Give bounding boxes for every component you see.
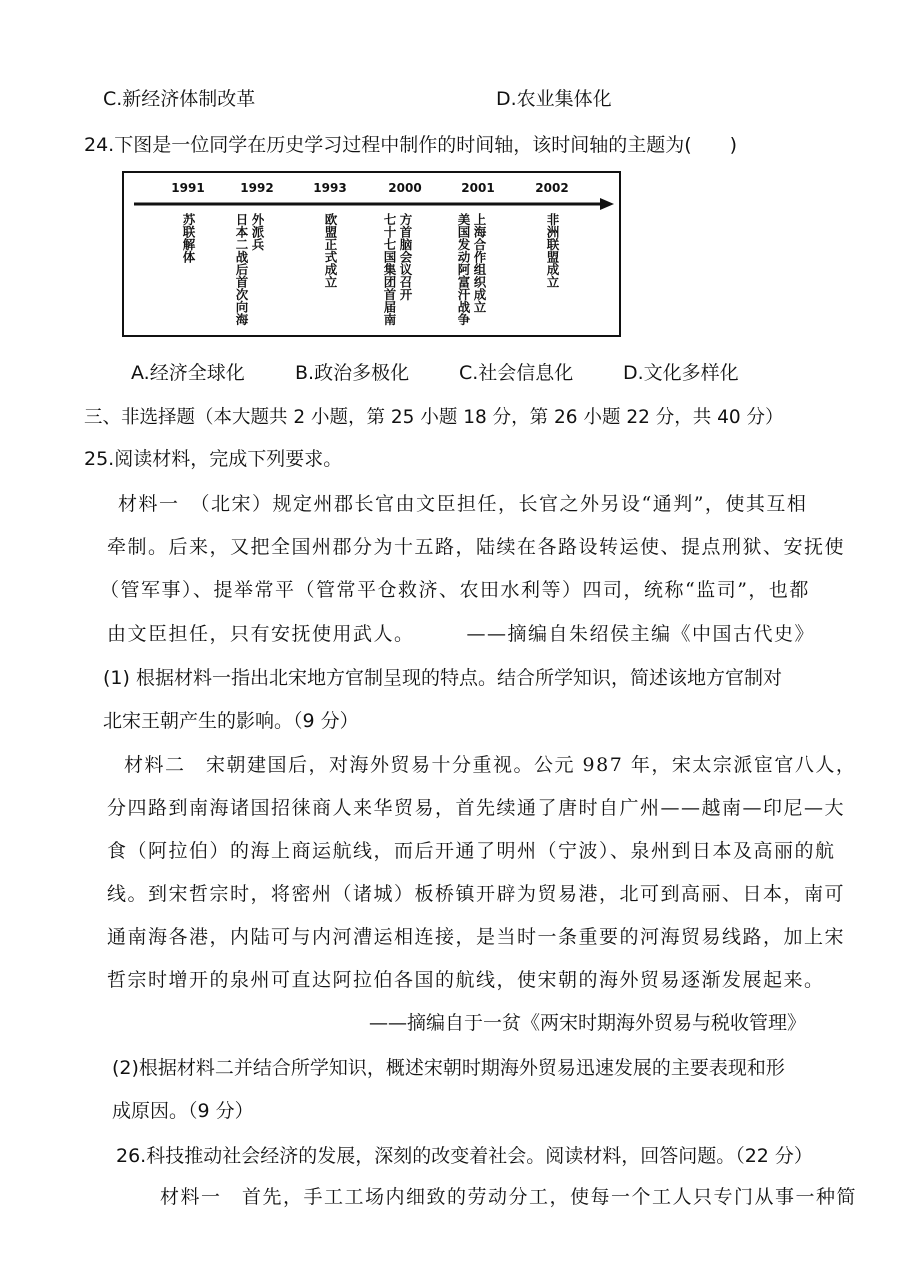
q26-material1-line: 材料一 首先，手工工场内细致的劳动分工，使每一个工人只专门从事一种简 [160,1186,858,1208]
q25-stem: 25.阅读材料，完成下列要求。 [84,448,343,470]
q25-material2-line: 线。到宋哲宗时，将密州（诸城）板桥镇开辟为贸易港，北可到高丽、日本，南可 [107,883,846,905]
q25-material2-line: 食（阿拉伯）的海上商运航线，而后开通了明州（宁波）、泉州到日本及高丽的航 [107,840,836,862]
section-heading: 三、非选择题（本大题共 2 小题，第 25 小题 18 分，第 26 小题 22 分，共 40 分） [84,407,784,428]
q25-material2-line: 分四路到南海诸国招徕商人来华贸易，首先续通了唐时自广州——越南—印尼—大 [107,797,846,819]
q26-stem: 26.科技推动社会经济的发展，深刻的改变着社会。阅读材料，回答问题。（22 分） [116,1145,813,1167]
timeline-event-text: 方首脑会议召开 [398,213,413,301]
q25-question2-line: 成原因。（9 分） [112,1100,254,1122]
q25-question1-line: 北宋王朝产生的影响。（9 分） [103,710,359,732]
q25-material1-line: （管军事）、提举常平（管常平仓救济、农田水利等）四司，统称“监司”，也都 [100,579,810,601]
timeline-event-text: 苏联解体 [181,213,196,263]
timeline-event-text: 非洲联盟成立 [545,213,560,288]
q25-question1-line: (1) 根据材料一指出北宋地方官制呈现的特点。结合所学知识，简述该地方官制对 [103,667,782,689]
q25-material2-line: 哲宗时增开的泉州可直达阿拉伯各国的航线，使宋朝的海外贸易逐渐发展起来。 [107,969,825,991]
timeline-year-1992: 1992 [240,181,274,195]
timeline-event-text: 七十七国集团首届南 [382,213,397,326]
timeline-year-1993: 1993 [313,181,347,195]
q25-question2-line: (2)根据材料二并结合所学知识，概述宋朝时期海外贸易迅速发展的主要表现和形 [112,1057,785,1079]
q24-stem: 24.下图是一位同学在历史学习过程中制作的时间轴，该时间轴的主题为( ) [84,134,738,156]
timeline-figure [122,171,621,337]
timeline-event-2002 [545,213,559,288]
timeline-year-2001: 2001 [461,181,495,195]
q25-material2-source: ——摘编自于一贫《两宋时期海外贸易与税收管理》 [369,1012,807,1034]
timeline-event-2001 [456,213,486,326]
timeline-event-text: 美国发动阿富汗战争 [456,213,471,326]
q24-option-a: A.经济全球化 [131,362,245,384]
q23-option-d: D.农业集体化 [496,88,612,110]
q25-material1-line: 由文臣担任，只有安抚使用武人。 ——摘编自朱绍侯主编《中国古代史》 [107,623,816,645]
timeline-year-2002: 2002 [535,181,569,195]
q24-option-d: D.文化多样化 [623,362,739,384]
timeline-event-1992 [234,213,264,326]
q25-material2-line: 通南海各港，内陆可与内河漕运相连接，是当时一条重要的河海贸易线路，加上宋 [107,926,846,948]
q23-option-c: C.新经济体制改革 [103,88,256,110]
timeline-event-text: 日本二战后首次向海 [234,213,249,326]
q25-material1-line: 牵制。后来，又把全国州郡分为十五路，陆续在各路设转运使、提点刑狱、安抚使 [107,536,846,558]
q25-material2-line: 材料二 宋朝建国后，对海外贸易十分重视。公元 987 年，宋太宗派宦官八人， [124,754,857,776]
timeline-event-text: 外派兵 [250,213,265,251]
timeline-event-text: 上海合作组织成立 [472,213,487,313]
q25-material1-line: 材料一 （北宋）规定州郡长官由文臣担任，长官之外另设“通判”，使其互相 [118,493,808,515]
timeline-year-1991: 1991 [171,181,205,195]
timeline-event-1993 [323,213,337,288]
timeline-event-2000 [382,213,412,326]
timeline-event-text: 欧盟正式成立 [323,213,338,288]
timeline-year-2000: 2000 [388,181,422,195]
q24-option-b: B.政治多极化 [295,362,410,384]
q24-option-c: C.社会信息化 [459,362,574,384]
timeline-event-1991 [181,213,195,263]
